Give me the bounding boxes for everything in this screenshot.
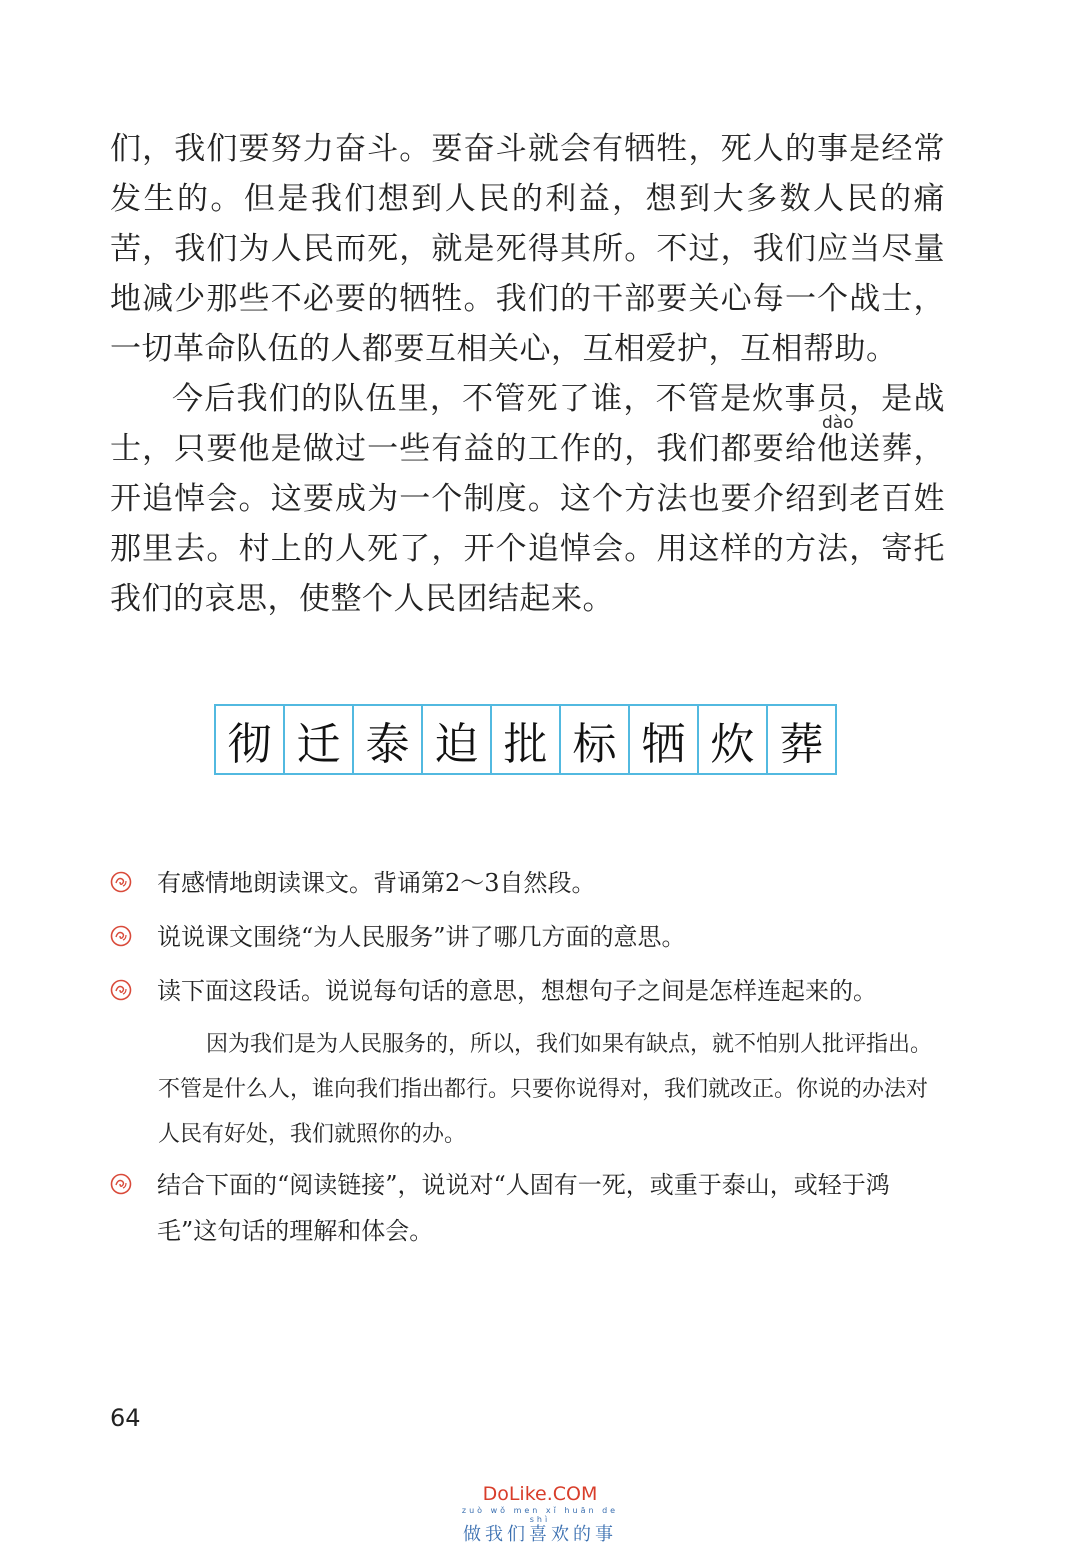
exercise-text: 有感情地朗读课文。背诵第2～3自然段。 xyxy=(157,869,596,897)
swirl-bullet-icon xyxy=(110,979,132,1001)
exercise-item xyxy=(110,968,945,1014)
character-cell: 牺 xyxy=(630,706,699,773)
character-grid xyxy=(214,704,837,775)
character-cell: 迁 xyxy=(285,706,354,773)
character-cell: 葬 xyxy=(779,718,824,770)
swirl-bullet-icon xyxy=(110,925,132,947)
swirl-bullet-icon xyxy=(110,1173,132,1195)
character-cell: 泰 xyxy=(354,706,423,773)
page-number: 64 xyxy=(110,1404,141,1432)
watermark-pinyin: zuò wǒ men xǐ huān de shì xyxy=(461,1506,619,1524)
quoted-passage: 因为我们是为人民服务的，所以，我们如果有缺点，就不怕别人批评指出。不管是什么人，谁向我们指出都行。只要你说得对，我们就改正。你说的办法对人民有好处，我们就照你的办。 xyxy=(158,1032,933,1147)
body-paragraph-2: 今后我们的队伍里，不管死了谁，不管是炊事员，是战士，只要他是做过一些有益的工作的，我们都要给他送葬，开追悼会。这要成为一个制度。这个方法也要介绍到老百姓那里去。村上的人死了，开个追悼会。用这样的方法，寄托我们的哀思，使整个人民团结起来。 xyxy=(110,381,945,617)
character-cell: 批 xyxy=(492,706,561,773)
character-cell: 炊 xyxy=(699,706,768,773)
character-cell: 彻 xyxy=(216,706,285,773)
exercise-item xyxy=(110,860,945,906)
character-cell: 标 xyxy=(561,706,630,773)
exercise-text: 读下面这段话。说说每句话的意思，想想句子之间是怎样连起来的。 xyxy=(157,977,877,1005)
exercise-item xyxy=(110,914,945,960)
pinyin-annotation: dào xyxy=(822,413,854,433)
watermark-slogan: 做我们喜欢的事 xyxy=(463,1524,617,1545)
watermark-logo: DoLike.COM xyxy=(482,1483,598,1505)
watermark xyxy=(455,1482,625,1546)
exercise-item xyxy=(110,1162,945,1254)
character-cell: 迫 xyxy=(423,706,492,773)
swirl-bullet-icon xyxy=(110,871,132,893)
exercise-text: 结合下面的“阅读链接”，说说对“人固有一死，或重于泰山，或轻于鸿毛”这句话的理解和体会。 xyxy=(157,1171,890,1245)
exercise-text: 说说课文围绕“为人民服务”讲了哪几方面的意思。 xyxy=(157,923,686,951)
body-paragraph-1: 们，我们要努力奋斗。要奋斗就会有牺牲，死人的事是经常发生的。但是我们想到人民的利益，想到大多数人民的痛苦，我们为人民而死，就是死得其所。不过，我们应当尽量地减少那些不必要的牺牲。我们的干部要关心每一个战士，一切革命队伍的人都要互相关心，互相爱护，互相帮助。 xyxy=(110,131,945,367)
